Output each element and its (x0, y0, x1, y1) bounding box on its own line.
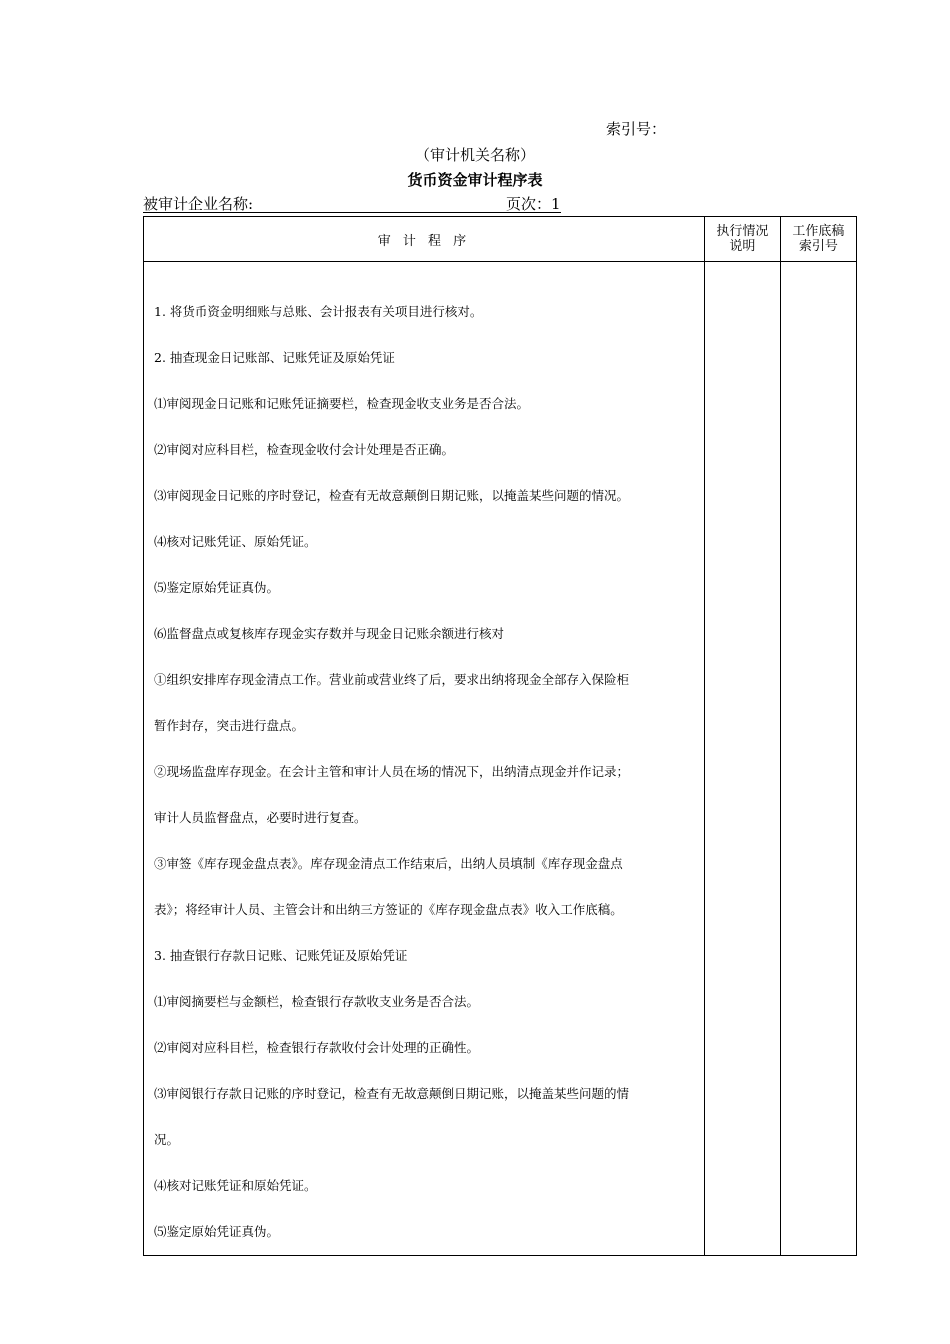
procedure-step: ⑸鉴定原始凭证真伪。 (154, 580, 280, 595)
procedure-step: ⑹监督盘点或复核库存现金实存数并与现金日记账余额进行核对 (154, 626, 505, 641)
procedure-step: 表》；将经审计人员、主管会计和出纳三方签证的《库存现金盘点表》收入工作底稿。 (154, 902, 623, 917)
procedure-step: ⑶审阅现金日记账的序时登记，检查有无故意颠倒日期记账，以掩盖某些问题的情况。 (154, 488, 630, 503)
workpaper-index-cell (780, 262, 856, 1256)
procedure-step: ①组织安排库存现金清点工作。营业前或营业终了后，要求出纳将现金全部存入保险柜 (154, 672, 630, 687)
table-header-row (144, 217, 857, 262)
procedure-steps-cell (144, 262, 705, 1256)
procedure-step: 2. 抽查现金日记账部、记账凭证及原始凭证 (154, 350, 395, 365)
procedure-steps (154, 262, 694, 1255)
procedure-step: ⑴审阅摘要栏与金额栏，检查银行存款收支业务是否合法。 (154, 994, 480, 1009)
procedure-step: ②现场监盘库存现金。在会计主管和审计人员在场的情况下，出纳清点现金并作记录； (154, 764, 630, 779)
audit-program-table (143, 216, 857, 1256)
header-workpaper-line1: 工作底稿 (792, 224, 845, 239)
audit-agency-name: （审计机关名称） (414, 146, 535, 164)
procedure-step: 暂作封存，突击进行盘点。 (154, 718, 305, 733)
procedure-step: 况。 (154, 1132, 180, 1147)
execution-notes-cell (704, 262, 780, 1256)
header-execution-line1: 执行情况 (716, 224, 769, 239)
audited-company-label: 被审计企业名称: (143, 195, 254, 213)
procedure-step: ③审签《库存现金盘点表》。库存现金清点工作结束后，出纳人员填制《库存现金盘点 (154, 856, 623, 871)
procedure-step: 3. 抽查银行存款日记账、记账凭证及原始凭证 (154, 948, 408, 963)
header-procedure-label: 审 计 程 序 (377, 233, 471, 249)
procedure-step: ⑴审阅现金日记账和记账凭证摘要栏，检查现金收支业务是否合法。 (154, 396, 530, 411)
header-workpaper-line2: 索引号 (798, 239, 838, 254)
procedure-step: ⑵审阅对应科目栏，检查现金收付会计处理是否正确。 (154, 442, 455, 457)
audited-company-row (143, 193, 561, 213)
procedure-step: 1. 将货币资金明细账与总账、会计报表有关项目进行核对。 (154, 304, 483, 319)
header-execution-line2: 说明 (729, 239, 756, 254)
header-execution (704, 217, 780, 262)
procedure-step: 审计人员监督盘点，必要时进行复查。 (154, 810, 367, 825)
header-procedure (144, 217, 705, 262)
procedure-step: ⑵审阅对应科目栏，检查银行存款收付会计处理的正确性。 (154, 1040, 480, 1055)
procedure-step: ⑶审阅银行存款日记账的序时登记，检查有无故意颠倒日期记账，以掩盖某些问题的情 (154, 1086, 630, 1101)
index-number-label: 索引号： (606, 120, 667, 138)
procedure-step: ⑸鉴定原始凭证真伪。 (154, 1224, 280, 1239)
procedure-step: ⑷核对记账凭证、原始凭证。 (154, 534, 317, 549)
header-workpaper (780, 217, 856, 262)
procedure-step: ⑷核对记账凭证和原始凭证。 (154, 1178, 317, 1193)
table-body-row (144, 262, 857, 1256)
document-title: 货币资金审计程序表 (407, 171, 543, 189)
page-number: 页次：1 (506, 195, 561, 213)
